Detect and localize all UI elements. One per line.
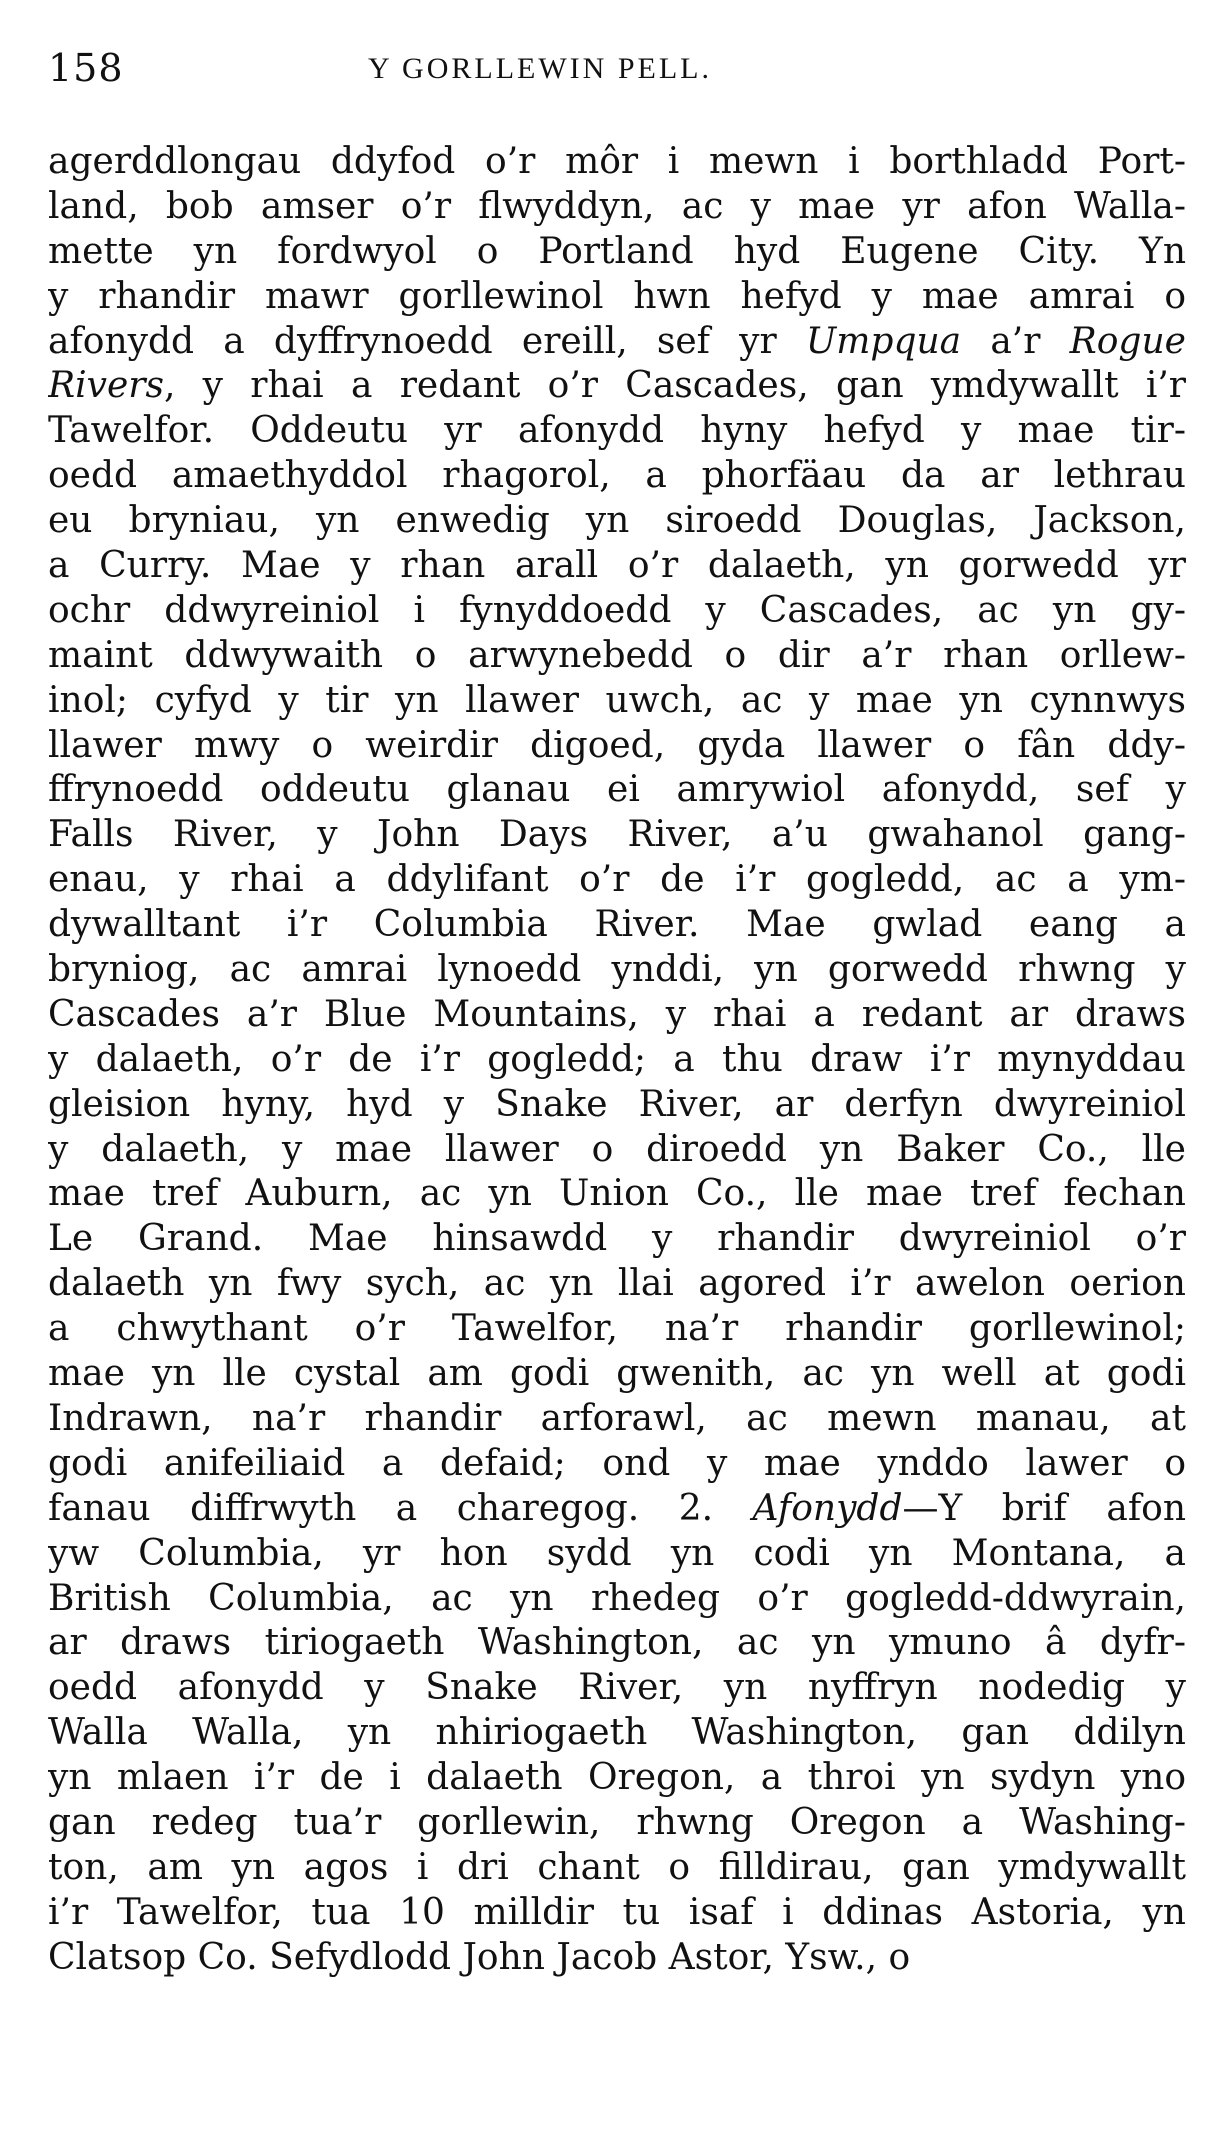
italic-text: Rivers	[48, 365, 164, 407]
body-text	[48, 140, 1186, 1981]
text-segment: llawer mwy o weirdir digoed, gyda llawer o fân ddy-	[48, 724, 1186, 766]
text-segment: Falls River, y John Days River, a’u gwahanol gang-	[48, 814, 1186, 856]
text-line	[48, 1532, 1186, 1577]
text-line	[48, 1487, 1186, 1532]
text-segment: oedd afonydd y Snake River, yn nyffryn nodedig y	[48, 1667, 1186, 1709]
text-line	[48, 499, 1186, 544]
text-segment: agerddlongau ddyfod o’r môr i mewn i borthladd Port-	[48, 141, 1186, 182]
text-line	[48, 454, 1186, 499]
text-segment: maint ddwywaith o arwynebedd o dir a’r rhan orllew-	[48, 634, 1186, 676]
text-line	[48, 1577, 1186, 1622]
text-line	[48, 1262, 1186, 1307]
text-line	[48, 903, 1186, 948]
text-segment: a chwythant o’r Tawelfor, na’r rhandir gorllewinol;	[48, 1308, 1186, 1350]
text-segment: i’r Tawelfor, tua 10 milldir tu isaf i ddinas Astoria, yn	[48, 1891, 1186, 1933]
text-line	[48, 275, 1186, 320]
text-segment: a’r	[961, 320, 1070, 362]
text-line	[48, 589, 1186, 634]
text-segment: yw Columbia, yr hon sydd yn codi yn Montana, a	[48, 1532, 1186, 1574]
text-line	[48, 140, 1186, 185]
text-segment: Walla Walla, yn nhiriogaeth Washington, gan ddilyn	[48, 1712, 1186, 1754]
text-line	[48, 1666, 1186, 1711]
text-line	[48, 1936, 1186, 1981]
text-segment: afonydd a dyffrynoedd ereill, sef yr	[48, 320, 806, 362]
text-segment: y rhandir mawr gorllewinol hwn hefyd y mae amrai o	[48, 275, 1186, 317]
text-segment: mae yn lle cystal am godi gwenith, ac yn well at godi	[48, 1353, 1186, 1395]
text-line	[48, 544, 1186, 589]
text-line	[48, 993, 1186, 1038]
text-segment: inol; cyfyd y tir yn llawer uwch, ac y mae yn cynnwys	[48, 679, 1186, 721]
text-line	[48, 1846, 1186, 1891]
text-segment: ochr ddwyreiniol i fynyddoedd y Cascades, ac yn gy-	[48, 589, 1186, 631]
text-line	[48, 185, 1186, 230]
text-segment: godi anifeiliaid a defaid; ond y mae ynddo lawer o	[48, 1442, 1186, 1484]
text-segment: gleision hyny, hyd y Snake River, ar derfyn dwyreiniol	[48, 1083, 1186, 1125]
text-line	[48, 409, 1186, 454]
text-line	[48, 1083, 1186, 1128]
text-segment: y dalaeth, y mae llawer o diroedd yn Baker Co., lle	[48, 1128, 1186, 1170]
text-line	[48, 320, 1186, 365]
text-segment: ar draws tiriogaeth Washington, ac yn ymuno â dyfr-	[48, 1622, 1186, 1664]
text-line	[48, 1352, 1186, 1397]
text-segment: , y rhai a redant o’r Cascades, gan ymdywallt i’r	[163, 365, 1186, 407]
text-segment: British Columbia, ac yn rhedeg o’r gogledd-ddwyrain,	[48, 1577, 1186, 1619]
text-line	[48, 1307, 1186, 1352]
text-line	[48, 1442, 1186, 1487]
text-line	[48, 1128, 1186, 1173]
italic-text: Rogue	[1069, 320, 1186, 362]
text-segment: mae tref Auburn, ac yn Union Co., lle mae tref fechan	[48, 1173, 1186, 1215]
italic-text: Afonydd	[752, 1487, 903, 1529]
text-line	[48, 1217, 1186, 1262]
text-line	[48, 1891, 1186, 1936]
text-line	[48, 1172, 1186, 1217]
running-head: Y GORLLEWIN PELL.	[368, 52, 712, 85]
text-segment: oedd amaethyddol rhagorol, a phorfäau da ar lethrau	[48, 455, 1186, 497]
text-segment: bryniog, ac amrai lynoedd ynddi, yn gorwedd rhwng y	[48, 949, 1186, 991]
text-segment: Cascades a’r Blue Mountains, y rhai a redant ar draws	[48, 993, 1186, 1035]
text-segment: dywalltant i’r Columbia River. Mae gwlad eang a	[48, 904, 1186, 946]
text-segment: mette yn fordwyol o Portland hyd Eugene City. Yn	[48, 230, 1186, 272]
italic-text: Umpqua	[805, 320, 962, 362]
text-line	[48, 1397, 1186, 1442]
text-line	[48, 813, 1186, 858]
text-line	[48, 724, 1186, 769]
text-segment: ffrynoedd oddeutu glanau ei amrywiol afonydd, sef y	[48, 769, 1186, 811]
text-segment: land, bob amser o’r flwyddyn, ac y mae yr afon Walla-	[48, 185, 1186, 227]
text-line	[48, 1756, 1186, 1801]
page-number: 158	[48, 46, 124, 90]
text-segment: Le Grand. Mae hinsawdd y rhandir dwyreiniol o’r	[48, 1218, 1186, 1260]
page-header	[48, 38, 1178, 98]
text-segment: Indrawn, na’r rhandir arforawl, ac mewn manau, at	[48, 1397, 1186, 1439]
text-segment: dalaeth yn fwy sych, ac yn llai agored i’r awelon oerion	[48, 1263, 1186, 1305]
text-line	[48, 364, 1186, 409]
text-segment: y dalaeth, o’r de i’r gogledd; a thu draw i’r mynyddau	[48, 1038, 1186, 1080]
text-line	[48, 634, 1186, 679]
text-line	[48, 1621, 1186, 1666]
text-segment: fanau diffrwyth a charegog. 2.	[48, 1487, 753, 1529]
text-line	[48, 1038, 1186, 1083]
text-line	[48, 230, 1186, 275]
text-segment: a Curry. Mae y rhan arall o’r dalaeth, yn gorwedd yr	[48, 545, 1186, 587]
text-segment: enau, y rhai a ddylifant o’r de i’r gogledd, ac a ym-	[48, 859, 1186, 901]
text-segment: —Y brif afon	[902, 1487, 1186, 1529]
text-segment: gan redeg tua’r gorllewin, rhwng Oregon a Washing-	[48, 1801, 1186, 1843]
text-line	[48, 679, 1186, 724]
text-line	[48, 768, 1186, 813]
text-segment: yn mlaen i’r de i dalaeth Oregon, a throi yn sydyn yno	[48, 1757, 1186, 1799]
text-segment: Tawelfor. Oddeutu yr afonydd hyny hefyd y mae tir-	[48, 410, 1186, 452]
text-segment: ton, am yn agos i dri chant o filldirau, gan ymdywallt	[48, 1846, 1186, 1888]
text-line	[48, 1711, 1186, 1756]
text-line	[48, 948, 1186, 993]
text-line	[48, 858, 1186, 903]
text-segment: Clatsop Co. Sefydlodd John Jacob Astor, Ysw., o	[48, 1936, 911, 1978]
text-line	[48, 1801, 1186, 1846]
text-segment: eu bryniau, yn enwedig yn siroedd Douglas, Jackson,	[48, 500, 1186, 542]
